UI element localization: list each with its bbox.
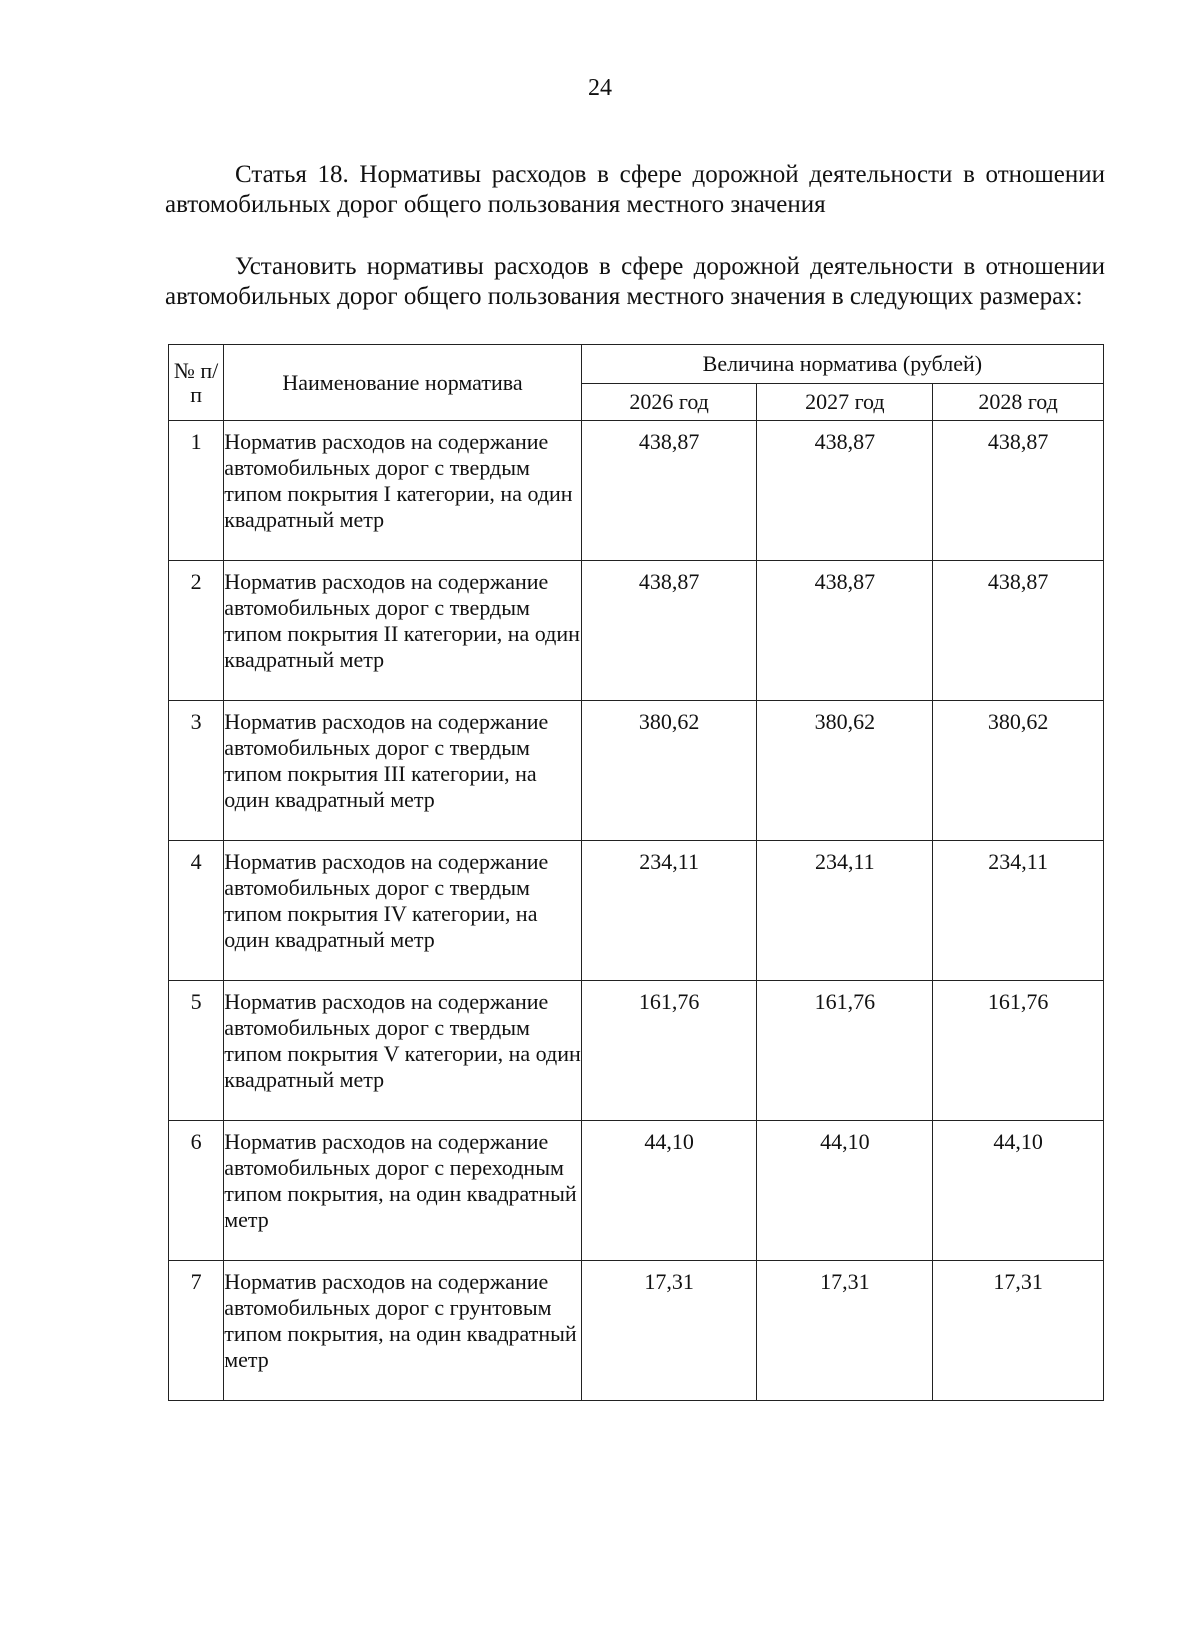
table-row [169,701,1104,841]
header-year: 2028 год [933,384,1104,421]
row-value-2026: 380,62 [581,701,757,841]
row-name: Норматив расходов на содержание автомобильных дорог с переходным типом покрытия, на один квадратный метр [224,1121,582,1261]
table-row [169,421,1104,561]
row-value-2028: 380,62 [933,701,1104,841]
table-row [169,1121,1104,1261]
row-value-2027: 438,87 [757,561,933,701]
header-number: № п/п [169,345,224,421]
row-value-2026: 161,76 [581,981,757,1121]
header-value-group: Величина норматива (рублей) [581,345,1103,384]
norms-table [168,344,1104,1401]
row-value-2027: 161,76 [757,981,933,1121]
row-number: 3 [169,701,224,841]
row-value-2027: 44,10 [757,1121,933,1261]
row-value-2028: 438,87 [933,561,1104,701]
row-number: 2 [169,561,224,701]
table-row [169,561,1104,701]
row-value-2026: 17,31 [581,1261,757,1401]
row-name: Норматив расходов на содержание автомобильных дорог с твердым типом покрытия IV категории, на один квадратный метр [224,841,582,981]
header-name: Наименование норматива [224,345,582,421]
row-name: Норматив расходов на содержание автомобильных дорог с твердым типом покрытия I категории, на один квадратный метр [224,421,582,561]
row-value-2028: 44,10 [933,1121,1104,1261]
row-name: Норматив расходов на содержание автомобильных дорог с грунтовым типом покрытия, на один квадратный метр [224,1261,582,1401]
header-year: 2027 год [757,384,933,421]
row-number: 7 [169,1261,224,1401]
row-value-2026: 438,87 [581,421,757,561]
row-number: 5 [169,981,224,1121]
row-value-2027: 380,62 [757,701,933,841]
header-year: 2026 год [581,384,757,421]
table-header-row [169,345,1104,384]
page-number: 24 [588,75,612,101]
row-value-2026: 234,11 [581,841,757,981]
row-value-2027: 438,87 [757,421,933,561]
article-heading: Статья 18. Нормативы расходов в сфере дорожной деятельности в отношении автомобильных дорог общего пользования местного значения [165,161,1105,218]
row-value-2028: 161,76 [933,981,1104,1121]
row-value-2028: 17,31 [933,1261,1104,1401]
row-value-2028: 234,11 [933,841,1104,981]
table-row [169,841,1104,981]
row-value-2027: 17,31 [757,1261,933,1401]
row-value-2027: 234,11 [757,841,933,981]
row-name: Норматив расходов на содержание автомобильных дорог с твердым типом покрытия III категории, на один квадратный метр [224,701,582,841]
row-number: 6 [169,1121,224,1261]
row-value-2026: 44,10 [581,1121,757,1261]
intro-paragraph: Установить нормативы расходов в сфере дорожной деятельности в отношении автомобильных дорог общего пользования местного значения в следующих размерах: [165,253,1105,310]
row-name: Норматив расходов на содержание автомобильных дорог с твердым типом покрытия V категории, на один квадратный метр [224,981,582,1121]
table-row [169,981,1104,1121]
row-value-2028: 438,87 [933,421,1104,561]
row-name: Норматив расходов на содержание автомобильных дорог с твердым типом покрытия II категории, на один квадратный метр [224,561,582,701]
row-number: 4 [169,841,224,981]
row-value-2026: 438,87 [581,561,757,701]
row-number: 1 [169,421,224,561]
table-row [169,1261,1104,1401]
